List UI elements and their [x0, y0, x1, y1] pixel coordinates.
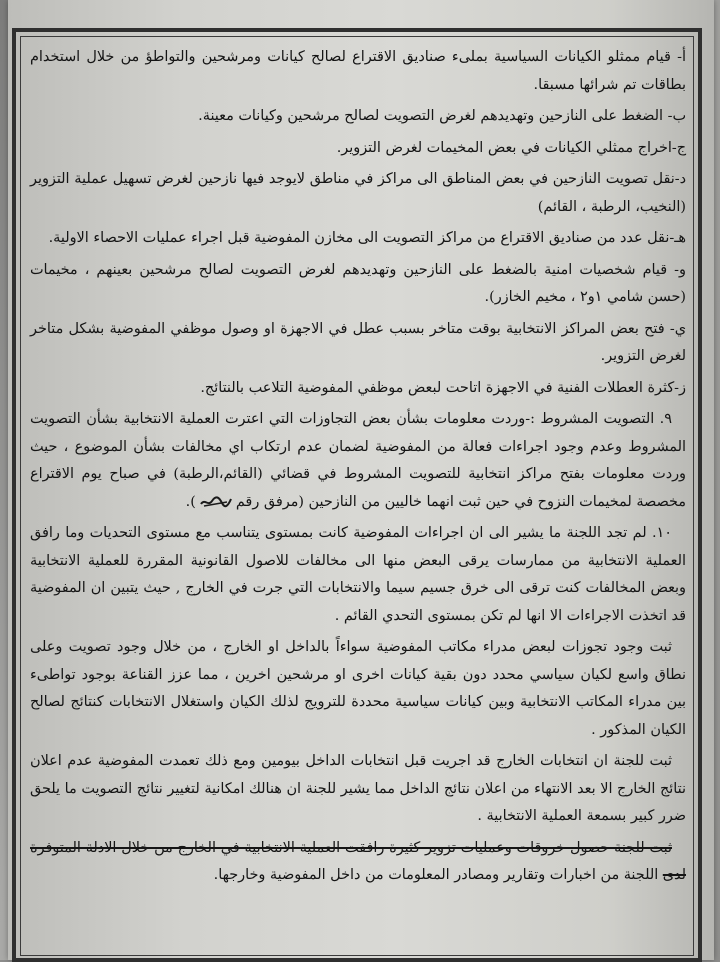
finding-paragraph: ثبت للجنة ان انتخابات الخارج قد اجريت قبل انتخابات الداخل بيومين ومع ذلك تعمدت المفوضية عدم اعلان نتائج الخارج الا بعد الانتهاء من اعلان نتائج الداخل مما يشير للجنة ان هنالك امكانية لتغيير نتائج التصويت ما يلحق ضرر كبير بسمعة العملية الانتخابية .: [30, 753, 686, 824]
list-item-c: ج-اخراج ممثلي الكيانات في بعض المخيمات لغرض التزوير.: [336, 139, 686, 156]
list-item-y: ي- فتح بعض المراكز الانتخابية بوقت متاخر بسبب عطل في الاجهزة او وصول موظفي المفوضية بشكل متاخر لغرض التزوير.: [30, 320, 686, 364]
handwritten-attachment-number: [199, 495, 233, 509]
list-item-h: هـ-نقل عدد من صناديق الاقتراع من مراكز التصويت الى مخازن المفوضية قبل اجراء عمليات الاحصاء الاولية.: [48, 230, 686, 246]
section-9-paragraph: [28, 406, 690, 516]
section-10-paragraph: ١٠. لم تجد اللجنة ما يشير الى ان اجراءات المفوضية كانت بمستوى يتناسب مع مستوى التحديات وما رافق العملية الانتخابية من ممارسات يرقى البعض منها الى مخالفات للاصول القانونية المقررة للعملية الانتخابية وبعض المخالفات كنت ترقى الى خرق جسيم سيما والانتخابات التي جرت في الخارج , حيث يتبين ان المفوضية قد اتخذت الاجراءات الا انها لم تكن بمستوى التحدي القائم .: [30, 525, 686, 624]
document-body: [28, 44, 690, 954]
section-9-text: ٩. التصويت المشروط :-وردت معلومات بشأن بعض التجاوزات التي اعترت العملية الانتخابية بشأن التصويت المشروط وعدم وجود اجراءات فعالة من المفوضية لضمان عدم ارتكاب اي مخالفات بشأن الموضوع ، حيث وردت معلومات بفتح مراكز انتخابية للتصويت المشروط في قضائي (القائم،الرطبة) في صباح يوم الاقتراع مخصصة لمخيمات النزوح في حين ثبت انهما خاليين من النازحين (مرفق رقم: [30, 411, 687, 510]
finding-paragraph: ثبت وجود تجوزات لبعض مدراء مكاتب المفوضية سواءاً بالداخل او الخارج ، من خلال وجود تصويت وعلى نطاق واسع لكيان سياسي محدد دون بقية كيانات اخرى او مرشحين اخرين ، مما عزز القناعة بوجود تواطىء بين مدراء المكاتب الانتخابية وبين كيانات سياسية محددة للترويج لذلك الكيان واستغلال الانتخابات كنتائج لصالح الكيان المذكور .: [30, 639, 686, 738]
list-item-b: ب- الضغط على النازحين وتهديدهم لغرض التصويت لصالح مرشحين وكيانات معينة.: [198, 108, 686, 124]
list-item-a: أ- قيام ممثلو الكيانات السياسية بملىء صناديق الاقتراع لصالح كيانات ومرشحين والتواطؤ من خلال استخدام بطاقات تم شرائها مسبقا.: [30, 49, 686, 93]
section-9-tail: ).: [185, 493, 196, 510]
list-item-z: ز-كثرة العطلات الفنية في الاجهزة اتاحت لبعض موظفي المفوضية التلاعب بالنتائج.: [200, 379, 686, 396]
list-item-d: د-نقل تصويت النازحين في بعض المناطق الى مراكز في مناطق لايوجد فيها نازحين لغرض تسهيل عملية التزوير (النخيب، الرطبة ، القائم): [30, 171, 686, 215]
final-paragraph: [28, 835, 690, 890]
struck-through-text: ثبت للجنة حصول خروقات وعمليات تزوير كثيرة رافقت العملية الانتخابية في الخارج من خلال الادلة المتوفرة لدى: [30, 839, 686, 883]
list-item-w: و- قيام شخصيات امنية بالضغط على النازحين وتهديدهم لغرض التصويت لصالح مرشحين بعينهم ، مخيمات (حسن شامي ١و٢ ، مخيم الخازر).: [30, 261, 686, 305]
final-paragraph-text: اللجنة من اخبارات وتقارير ومصادر المعلومات من داخل المفوضية وخارجها.: [213, 867, 659, 883]
